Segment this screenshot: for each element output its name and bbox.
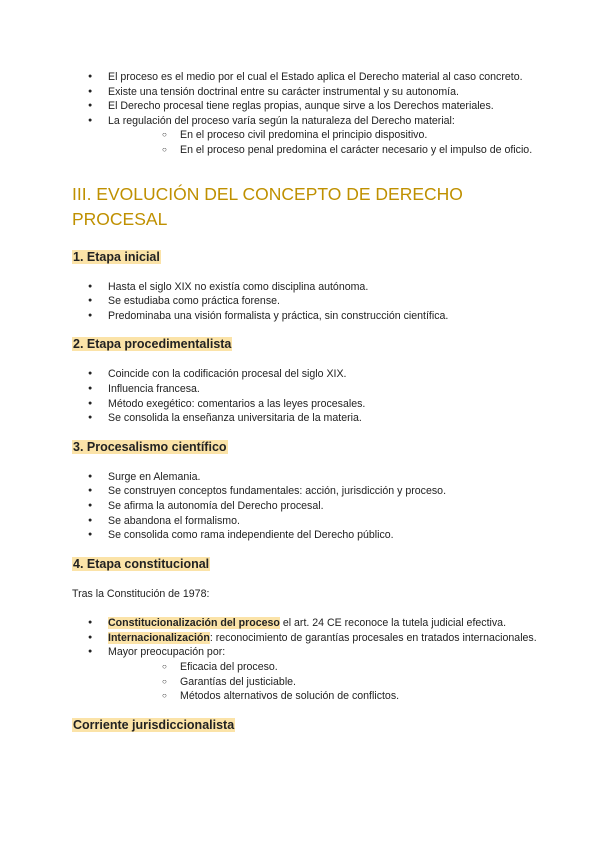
list-item: ● Hasta el siglo XIX no existía como disciplina autónoma. [72,280,542,295]
highlighted-term: Constitucionalización del proceso [108,617,280,630]
list-item: ● Método exegético: comentarios a las leyes procesales. [72,397,542,412]
list-item-text: : reconocimiento de garantías procesales en tratados internacionales. [209,631,537,644]
list-item: ● Se consolida como rama independiente del Derecho público. [72,528,542,543]
sublist-item: ○ Garantías del justiciable. [108,675,542,690]
stage-4-sublist [108,660,542,704]
stage-4-heading: 4. Etapa constitucional [73,556,210,571]
sublist-item: ○ En el proceso civil predomina el principio dispositivo. [108,128,542,143]
stage-3-heading: 3. Procesalismo científico [73,439,227,454]
list-item: ● Se abandona el formalismo. [72,514,542,529]
list-item: ● Surge en Alemania. [72,470,542,485]
list-item: ● El Derecho procesal tiene reglas propias, aunque sirve a los Derechos materiales. [72,99,542,114]
sublist-item: ○ Eficacia del proceso. [108,660,542,675]
list-item-text: La regulación del proceso varía según la naturaleza del Derecho material: [108,114,455,127]
list-item [72,631,542,646]
list-item: ● Se estudiaba como práctica forense. [72,294,542,309]
list-item: ● Se consolida la enseñanza universitaria de la materia. [72,411,542,426]
stage-2-list [72,367,542,425]
stage-1-heading: 1. Etapa inicial [73,249,160,264]
intro-list [72,70,542,158]
stage-1-list [72,280,542,324]
list-item: ● Se afirma la autonomía del Derecho procesal. [72,499,542,514]
list-item [72,645,542,703]
jurisdiccionalista-heading: Corriente jurisdiccionalista [73,717,235,732]
list-item: ● Influencia francesa. [72,382,542,397]
list-item: ● Existe una tensión doctrinal entre su carácter instrumental y su autonomía. [72,85,542,100]
sublist-item: ○ Métodos alternativos de solución de conflictos. [108,689,542,704]
sublist-item: ○ En el proceso penal predomina el carácter necesario y el impulso de oficio. [108,143,542,158]
list-item-text: Mayor preocupación por: [108,646,226,659]
list-item: ● Se construyen conceptos fundamentales: acción, jurisdicción y proceso. [72,484,542,499]
list-item [72,616,542,631]
stage-3-list [72,470,542,543]
stage-2-heading: 2. Etapa procedimentalista [73,337,232,352]
list-item: ● Predominaba una visión formalista y práctica, sin construcción científica. [72,309,542,324]
stage-4-intro: Tras la Constitución de 1978: [72,587,210,600]
intro-sublist [108,128,542,157]
list-item: ● Coincide con la codificación procesal del siglo XIX. [72,367,542,382]
section-title: III. EVOLUCIÓN DEL CONCEPTO DE DERECHO PROCESAL [72,183,463,229]
list-item-text: el art. 24 CE reconoce la tutela judicial efectiva. [279,617,507,630]
highlighted-term: Internacionalización [108,631,210,644]
document-content [72,70,542,734]
list-item: ● El proceso es el medio por el cual el Estado aplica el Derecho material al caso concreto. [72,70,542,85]
list-item [72,114,542,158]
stage-4-list [72,616,542,704]
